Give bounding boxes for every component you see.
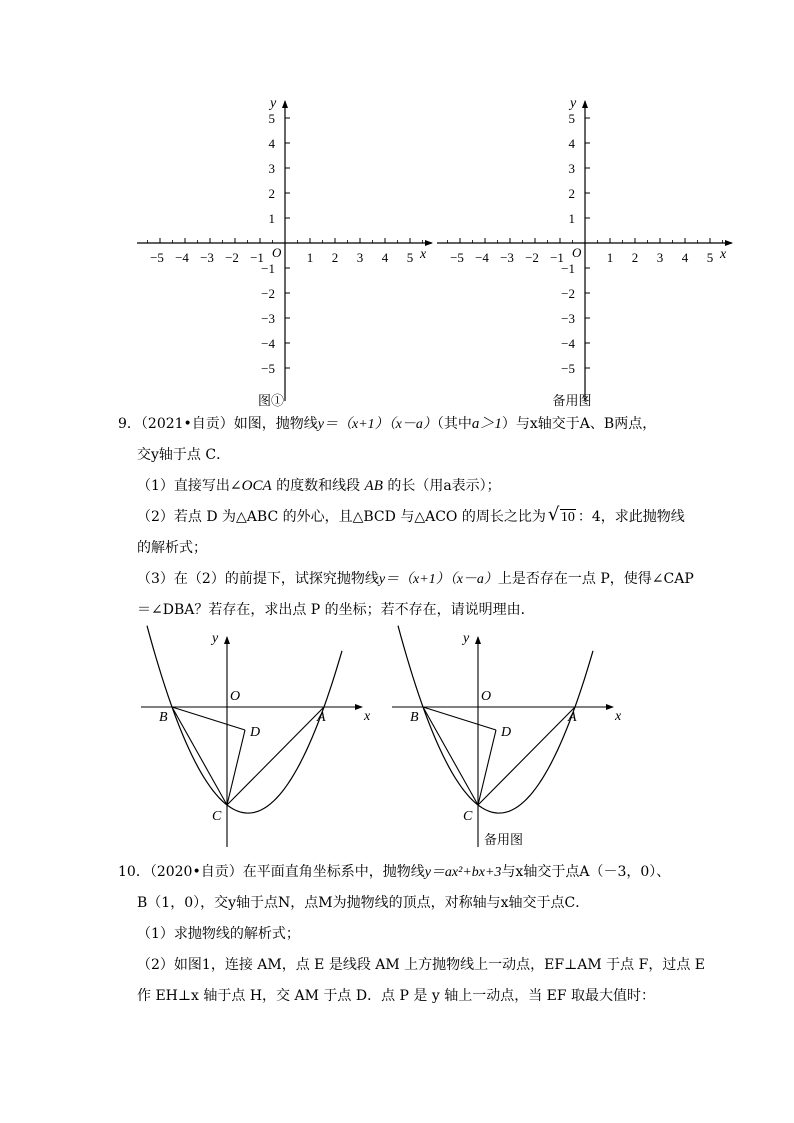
x-tick-label: 5 [706,250,714,265]
x-axis-label: x [364,709,371,724]
x-axis-label: x [720,247,727,262]
y-axis-label: y [212,631,219,646]
y-axis-label: y [270,96,277,111]
y-tick-label: −2 [561,286,575,301]
figure-caption: 备用图 [484,832,524,847]
y-tick-label: 5 [268,111,275,126]
y-tick-label: −1 [261,261,275,276]
grid-figure-1 [137,96,432,408]
point-B-label: B [410,710,419,725]
y-tick-label: −5 [261,361,275,376]
y-tick-label: 5 [568,111,575,126]
x-tick-label: −3 [500,250,514,265]
q9-part3: （3）在（2）的前提下，试探究抛物线y＝（x+1）（x－a）上是否存在一点 P，使得∠CAP [137,571,694,587]
segment-DC [478,730,496,805]
y-tick-label: 1 [568,211,575,226]
q10-part2: （2）如图1，连接 AM，点 E 是线段 AM 上方抛物线上一动点，EF⊥AM 于点 F，过点 E [137,957,706,973]
q10-part1: （1）求抛物线的解析式； [137,926,300,942]
x-tick-label: −1 [250,250,264,265]
y-axis-label: y [463,631,470,646]
q9-part2: （2）若点 D 为△ABC 的外心，且△BCD 与△ACO 的周长之比为 √ 10 ：4，求此抛物线 [137,507,685,528]
x-tick-label: −3 [200,250,214,265]
x-tick-label: 5 [406,250,414,265]
parabola-figures [0,625,794,855]
segment-AC [478,707,575,805]
y-tick-label: 4 [268,136,275,151]
q9-line2: 交y轴于点 C． [137,447,231,463]
q9-part3-line2: ＝∠DBA？若存在，求出点 P 的坐标；若不存在，请说明理由． [137,602,535,618]
y-tick-label: −5 [561,361,575,376]
x-tick-label: 2 [331,250,339,265]
parabola-figure [141,626,371,847]
y-tick-label: 4 [568,136,575,151]
parabola-spare-figure [392,626,622,847]
q9-line1: 9．（2021•自贡）如图，抛物线y＝（x+1）（x－a）（其中a＞1）与x轴交于A、B两点， [118,416,657,432]
origin-label: O [481,689,492,704]
x-tick-label: −4 [475,250,489,265]
x-tick-label: −5 [450,250,464,265]
segment-AC [227,707,324,805]
y-tick-label: 3 [568,161,575,176]
q10-line2: B（1，0），交y轴于点N，点M为抛物线的顶点，对称轴与x轴交于点C． [137,895,590,911]
x-tick-label: −2 [225,250,239,265]
q10-line1: 10．（2020•自贡）在平面直角坐标系中，抛物线y＝ax²+bx+3与x轴交于点A（－3，0）、 [118,864,671,880]
q10-part2-line2: 作 EH⊥x 轴于点 H，交 AM 于点 D．点 P 是 y 轴上一动点，当 EF 取最大值时： [137,988,656,1004]
origin-label: O [272,245,282,260]
figure-caption: 图① [257,393,285,408]
grid-spare-figure [437,96,732,408]
origin-label: O [230,689,241,704]
x-tick-label: −1 [550,250,564,265]
x-tick-label: 4 [381,250,389,265]
y-tick-label: 3 [268,161,275,176]
x-axis-label: x [615,709,622,724]
parabola-curve [398,626,593,813]
x-axis-label: x [420,247,427,262]
y-tick-label: −3 [261,311,275,326]
y-axis-label: y [570,96,577,111]
sqrt-symbol: √ 10 [547,504,575,525]
point-D-label: D [250,725,261,740]
point-B-label: B [159,710,168,725]
parabola-curve [147,626,342,813]
x-tick-label: −5 [150,250,164,265]
q9-part1: （1）直接写出∠OCA 的度数和线段 AB 的长（用a表示）； [137,478,501,494]
figure-caption: 备用图 [552,393,592,408]
point-C-label: C [463,809,473,824]
y-tick-label: 2 [568,186,575,201]
point-A-label: A [568,710,577,725]
point-D-label: D [501,725,512,740]
y-tick-label: −1 [561,261,575,276]
point-C-label: C [212,809,222,824]
x-tick-label: 3 [656,250,664,265]
q9-part2-line2: 的解析式； [137,540,207,556]
y-tick-label: −3 [561,311,575,326]
x-tick-label: 1 [606,250,614,265]
coordinate-grids [0,0,794,420]
x-tick-label: −4 [175,250,189,265]
segment-DC [227,730,245,805]
x-tick-label: 3 [356,250,364,265]
y-tick-label: −4 [561,336,575,351]
x-tick-label: −2 [525,250,539,265]
y-tick-label: −2 [261,286,275,301]
point-A-label: A [317,710,326,725]
origin-label: O [572,245,582,260]
y-tick-label: −4 [261,336,275,351]
y-tick-label: 2 [268,186,275,201]
y-tick-label: 1 [268,211,275,226]
x-tick-label: 1 [306,250,314,265]
x-tick-label: 2 [631,250,639,265]
x-tick-label: 4 [681,250,689,265]
